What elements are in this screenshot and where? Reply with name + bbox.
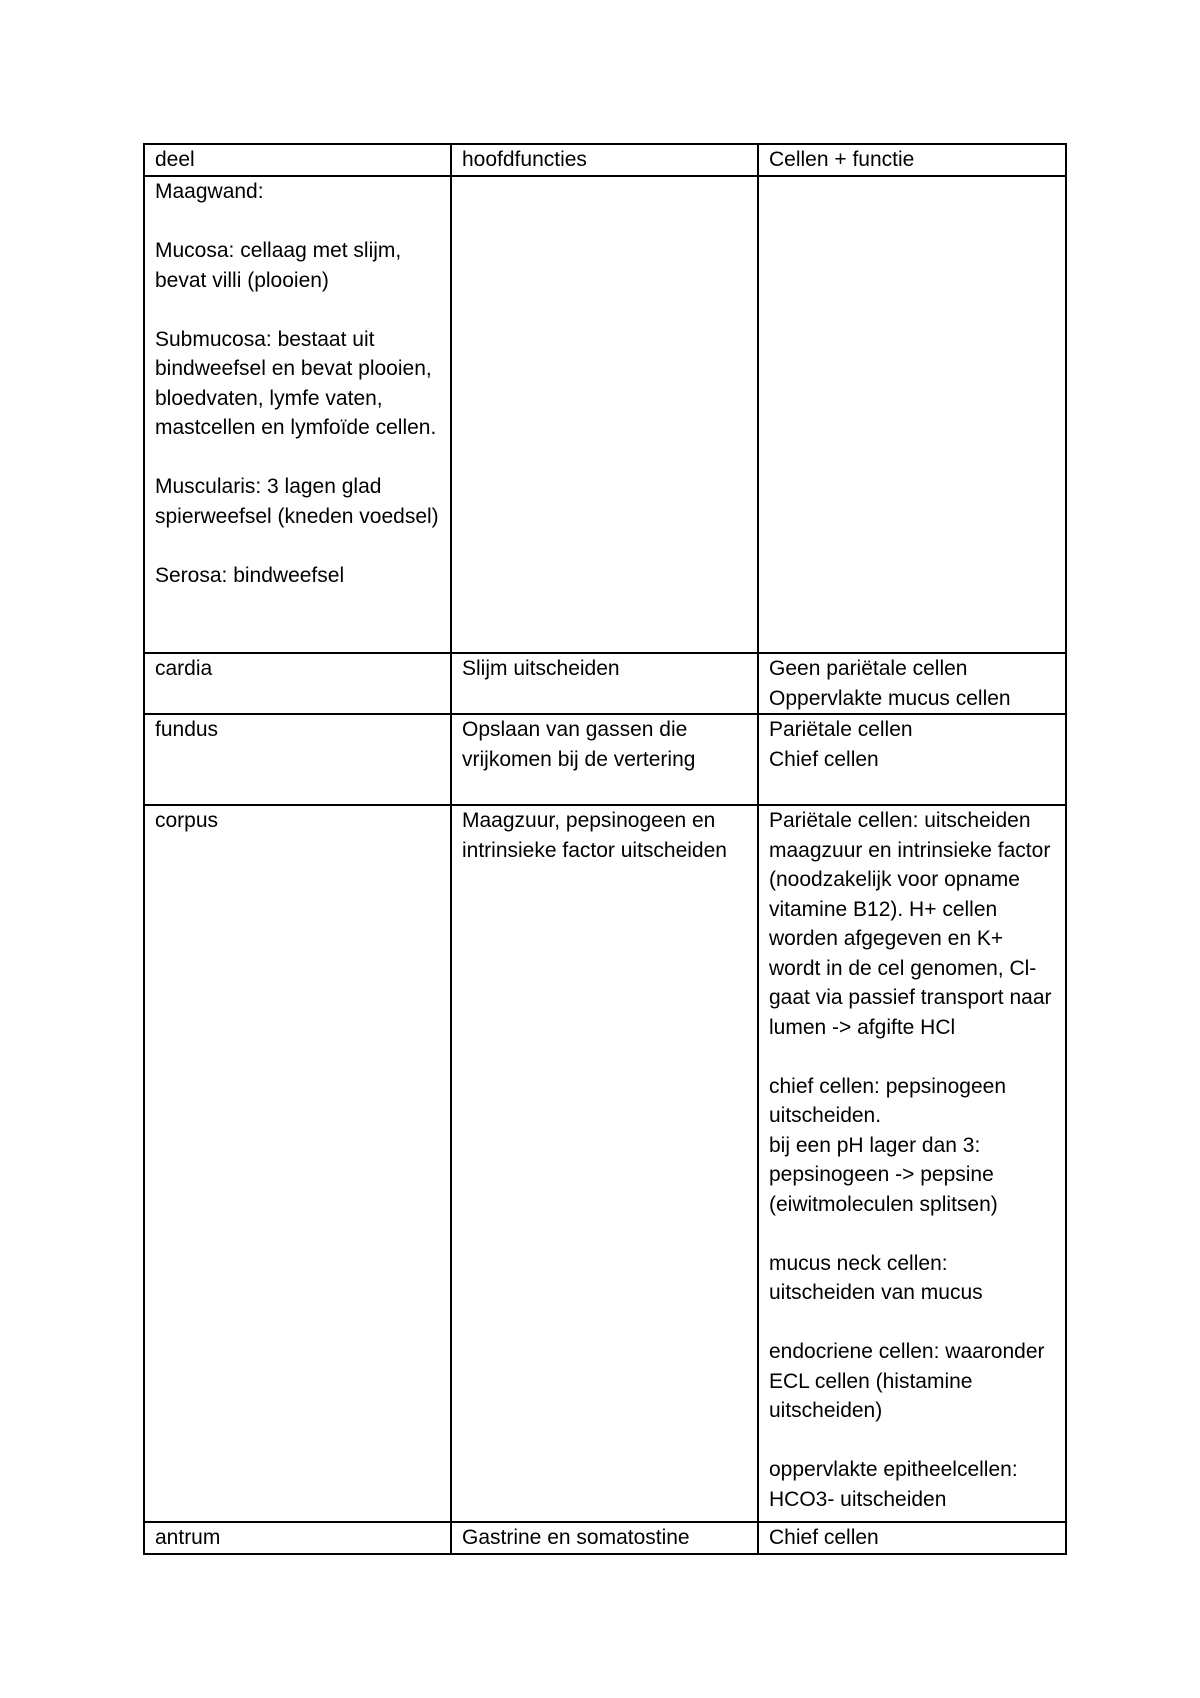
cell-cellen-functie: Pariëtale cellen: uitscheiden maagzuur en intrinsieke factor (noodzakelijk voor opname vitamine B12). H+ cellen worden afgegeven en K+ wordt in de cel genomen, Cl- gaat via passief transport naar lumen -> afgifte HCl chief cellen: pepsinogeen uitscheiden. bij een pH lager dan 3: pepsinogeen -> pepsine (eiwitmoleculen splitsen) mucus neck cellen: uitscheiden van mucus endocriene cellen: waaronder ECL cellen (histamine uitscheiden) oppervlakte epitheelcellen: HCO3- uitscheiden (758, 805, 1066, 1522)
cell-cellen-functie: Pariëtale cellen Chief cellen (758, 714, 1066, 805)
cell-deel: cardia (144, 653, 451, 714)
table-row (144, 176, 1066, 653)
table-row (144, 653, 1066, 714)
cell-deel: Maagwand: Mucosa: cellaag met slijm, bevat villi (plooien) Submucosa: bestaat uit bindweefsel en bevat plooien, bloedvaten, lymfe vaten, mastcellen en lymfoïde cellen. Muscularis: 3 lagen glad spierweefsel (kneden voedsel) Serosa: bindweefsel (144, 176, 451, 653)
table-row (144, 805, 1066, 1522)
header-cell-deel: deel (144, 144, 451, 176)
stomach-parts-table (143, 143, 1067, 1555)
cell-hoofdfuncties: Opslaan van gassen die vrijkomen bij de vertering (451, 714, 758, 805)
cell-cellen-functie (758, 176, 1066, 653)
cell-hoofdfuncties: Maagzuur, pepsinogeen en intrinsieke factor uitscheiden (451, 805, 758, 1522)
cell-hoofdfuncties (451, 176, 758, 653)
table-row (144, 1522, 1066, 1554)
table-header-row (144, 144, 1066, 176)
header-cell-hoofdfuncties: hoofdfuncties (451, 144, 758, 176)
cell-deel: antrum (144, 1522, 451, 1554)
table-row (144, 714, 1066, 805)
header-cell-cellen-functie: Cellen + functie (758, 144, 1066, 176)
cell-hoofdfuncties: Slijm uitscheiden (451, 653, 758, 714)
cell-hoofdfuncties: Gastrine en somatostine (451, 1522, 758, 1554)
cell-cellen-functie: Geen pariëtale cellen Oppervlakte mucus cellen (758, 653, 1066, 714)
cell-deel: fundus (144, 714, 451, 805)
cell-deel: corpus (144, 805, 451, 1522)
cell-cellen-functie: Chief cellen (758, 1522, 1066, 1554)
